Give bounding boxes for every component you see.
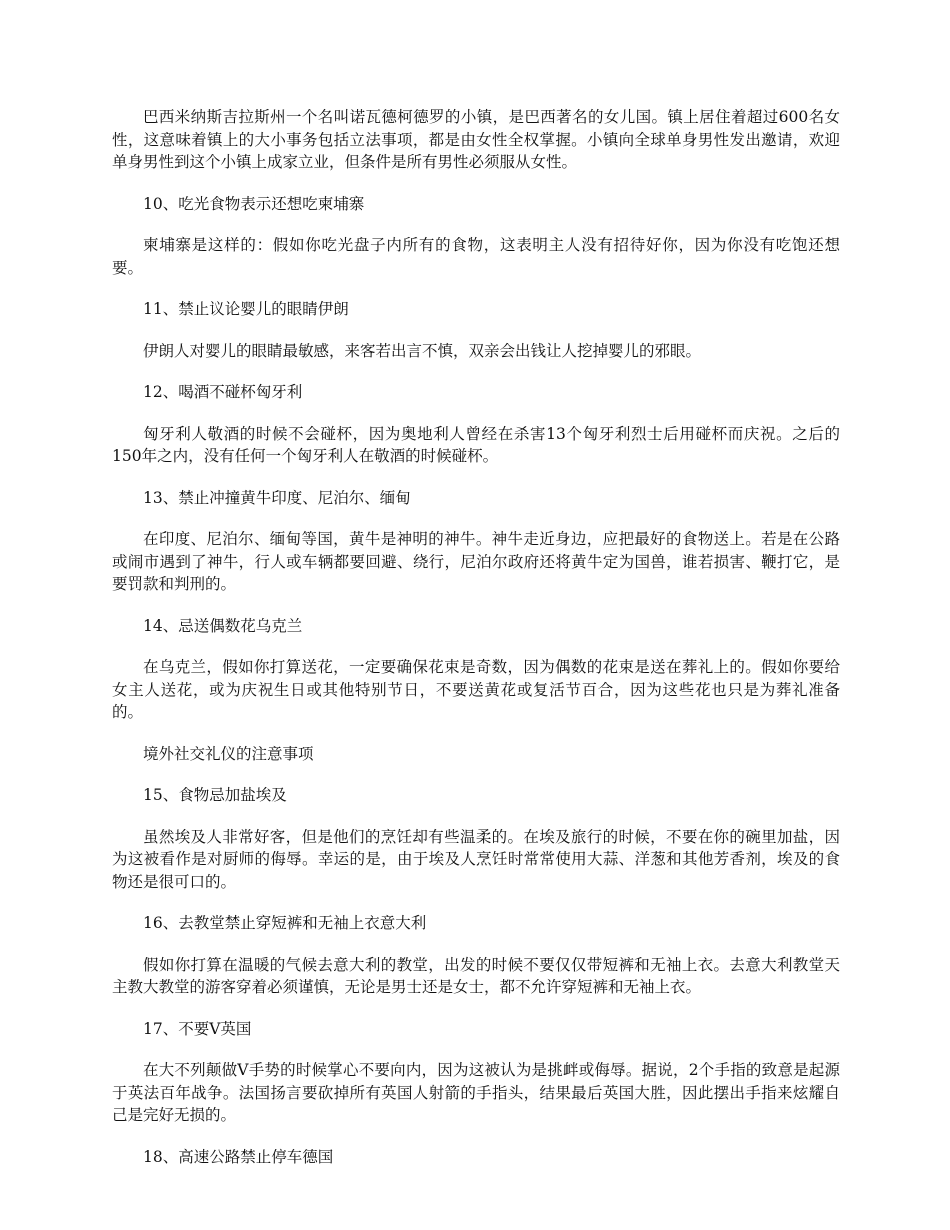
heading-13-india: 13、禁止冲撞黄牛印度、尼泊尔、缅甸 [143, 488, 411, 507]
heading-11-iran: 11、禁止议论婴儿的眼睛伊朗 [143, 300, 349, 318]
paragraph-uk: 在大不列颠做V手势的时候掌心不要向内，因为这被认为是挑衅或侮辱。据说，2个手指的致意是起源于英法百年战争。法国扬言要砍掉所有英国人射箭的手指头，结果最后英国大胜，因此摆出手指来炫耀自己是完好无损的。 [112, 1061, 840, 1124]
heading-15-egypt: 15、食物忌加盐埃及 [143, 786, 287, 804]
heading-12-hungary: 12、喝酒不碰杯匈牙利 [143, 383, 303, 401]
paragraph-ukraine: 在乌克兰，假如你打算送花，一定要确保花束是奇数，因为偶数的花束是送在葬礼上的。假如你要给女主人送花，或为庆祝生日或其他特别节日，不要送黄花或复活节百合，因为这些花也只是为葬礼准备的。 [112, 658, 840, 721]
section-heading-etiquette: 境外社交礼仪的注意事项 [143, 744, 314, 763]
heading-17-uk: 17、不要V英国 [143, 1019, 252, 1038]
heading-16-italy: 16、去教堂禁止穿短裤和无袖上衣意大利 [143, 914, 427, 932]
paragraph-egypt: 虽然埃及人非常好客，但是他们的烹饪却有些温柔的。在埃及旅行的时候，不要在你的碗里加盐，因为这被看作是对厨师的侮辱。幸运的是，由于埃及人烹饪时常常使用大蒜、洋葱和其他芳香剂，埃及的食物还是很可口的。 [112, 827, 840, 891]
paragraph-india: 在印度、尼泊尔、缅甸等国，黄牛是神明的神牛。神牛走近身边，应把最好的食物送上。若是在公路或闹市遇到了神牛，行人或车辆都要回避、绕行，尼泊尔政府还将黄牛定为国兽，谁若损害、鞭打它，是要罚款和判刑的。 [112, 530, 840, 593]
heading-10-cambodia: 10、吃光食物表示还想吃柬埔寨 [143, 194, 365, 213]
paragraph-brazil-intro: 巴西米纳斯吉拉斯州一个名叫诺瓦德柯德罗的小镇，是巴西著名的女儿国。镇上居住着超过600名女性，这意味着镇上的大小事务包括立法事项，都是由女性全权掌握。小镇向全球单身男性发出邀请，欢迎单身男性到这个小镇上成家立业，但条件是所有男性必须服从女性。 [112, 108, 840, 171]
heading-14-ukraine: 14、忌送偶数花乌克兰 [143, 616, 303, 635]
paragraph-italy: 假如你打算在温暖的气候去意大利的教堂，出发的时候不要仅仅带短裤和无袖上衣。去意大利教堂天主教大教堂的游客穿着必须谨慎，无论是男士还是女士，都不允许穿短裤和无袖上衣。 [112, 955, 840, 996]
paragraph-iran: 伊朗人对婴儿的眼睛最敏感，来客若出言不慎，双亲会出钱让人挖掉婴儿的邪眼。 [143, 341, 702, 360]
paragraph-hungary: 匈牙利人敬酒的时候不会碰杯，因为奥地利人曾经在杀害13个匈牙利烈士后用碰杯而庆祝。之后的150年之内，没有任何一个匈牙利人在敬酒的时候碰杯。 [112, 424, 840, 465]
document-body [112, 106, 840, 1187]
paragraph-cambodia: 柬埔寨是这样的：假如你吃光盘子内所有的食物，这表明主人没有招待好你，因为你没有吃饱还想要。 [112, 236, 840, 277]
heading-18-germany: 18、高速公路禁止停车德国 [143, 1147, 334, 1166]
